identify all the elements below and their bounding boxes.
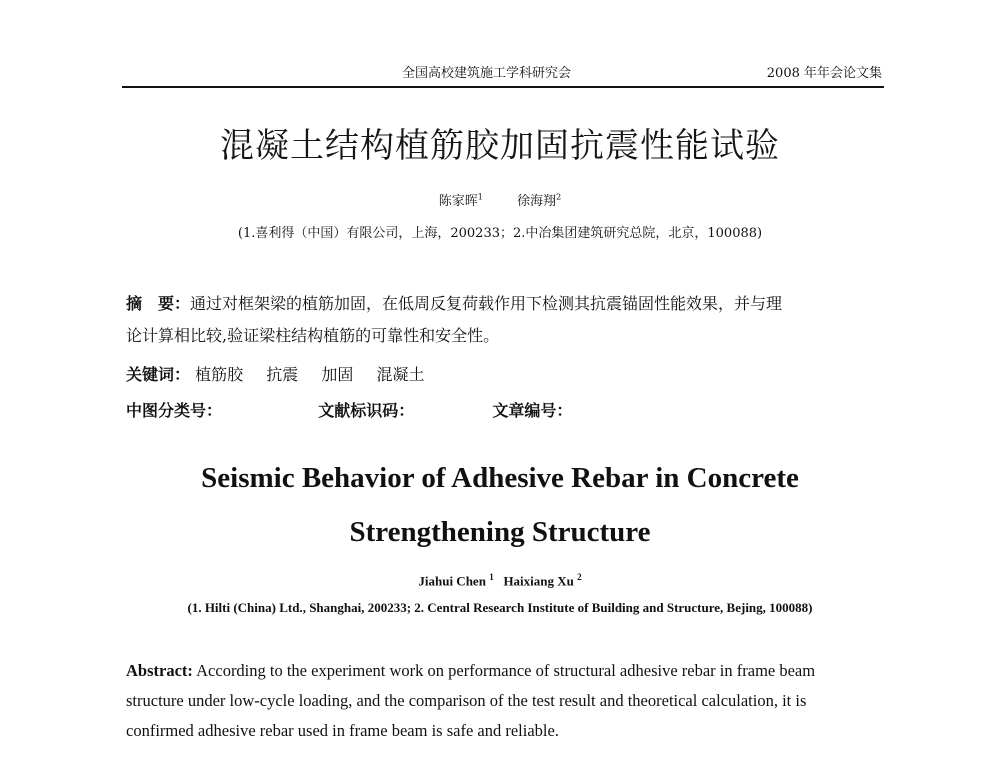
keywords bbox=[126, 362, 442, 385]
chinese-abstract bbox=[126, 288, 886, 352]
abstract-text: According to the experiment work on performance of structural adhesive rebar in frame beam bbox=[196, 661, 816, 680]
affiliation-mark: 1 bbox=[489, 572, 494, 582]
chinese-affiliation: (1.喜利得（中国）有限公司，上海，200233；2.中冶集团建筑研究总院，北京，100088) bbox=[237, 226, 763, 241]
abstract-text: confirmed adhesive rebar used in frame beam is safe and reliable. bbox=[126, 721, 559, 740]
classification-line bbox=[126, 398, 572, 421]
author-name: Jiahui Chen bbox=[418, 573, 486, 589]
keywords-label: 关键词： bbox=[126, 365, 191, 384]
keyword: 加固 bbox=[321, 365, 354, 384]
english-title-line1: Seismic Behavior of Adhesive Rebar in Concrete bbox=[201, 462, 799, 494]
author-name: Haixiang Xu bbox=[503, 573, 574, 589]
affiliation-mark: 2 bbox=[556, 192, 562, 202]
abstract-text: 通过对框架梁的植筋加固，在低周反复荷载作用下检测其抗震锚固性能效果，并与理 bbox=[190, 294, 783, 313]
doc-code-value bbox=[414, 403, 436, 421]
affiliation-mark: 1 bbox=[477, 192, 483, 202]
header-divider bbox=[122, 86, 884, 88]
abstract-text: structure under low-cycle loading, and the comparison of the test result and theoretical calculation, it is bbox=[126, 691, 807, 710]
english-abstract bbox=[126, 656, 888, 746]
author-name: 陈家晖 bbox=[438, 194, 478, 209]
running-header-proceedings: 2008 年年会论文集 bbox=[766, 66, 882, 81]
keyword: 植筋胶 bbox=[195, 365, 244, 384]
author-name: 徐海翔 bbox=[517, 194, 557, 209]
english-authors bbox=[0, 572, 1000, 589]
affiliation-mark: 2 bbox=[577, 572, 582, 582]
chinese-title: 混凝土结构植筋胶加固抗震性能试验 bbox=[220, 126, 780, 166]
english-affiliation: (1. Hilti (China) Ltd., Shanghai, 200233; 2. Central Research Institute of Building and Structure, Bejing, 100088) bbox=[187, 600, 813, 615]
abstract-text: 论计算相比较,验证梁柱结构植筋的可靠性和安全性。 bbox=[126, 326, 500, 345]
clc-value bbox=[222, 403, 262, 421]
clc-label: 中图分类号： bbox=[126, 401, 223, 420]
article-number-label: 文章编号： bbox=[492, 401, 573, 420]
abstract-label: Abstract: bbox=[126, 661, 193, 680]
english-title-line2: Strengthening Structure bbox=[349, 516, 651, 548]
abstract-label: 摘 要： bbox=[126, 294, 191, 313]
keyword: 混凝土 bbox=[376, 365, 425, 384]
keyword: 抗震 bbox=[266, 365, 299, 384]
doc-code-label: 文献标识码： bbox=[318, 401, 415, 420]
running-header-source: 全国高校建筑施工学科研究会 bbox=[402, 66, 572, 81]
chinese-authors bbox=[0, 190, 1000, 209]
